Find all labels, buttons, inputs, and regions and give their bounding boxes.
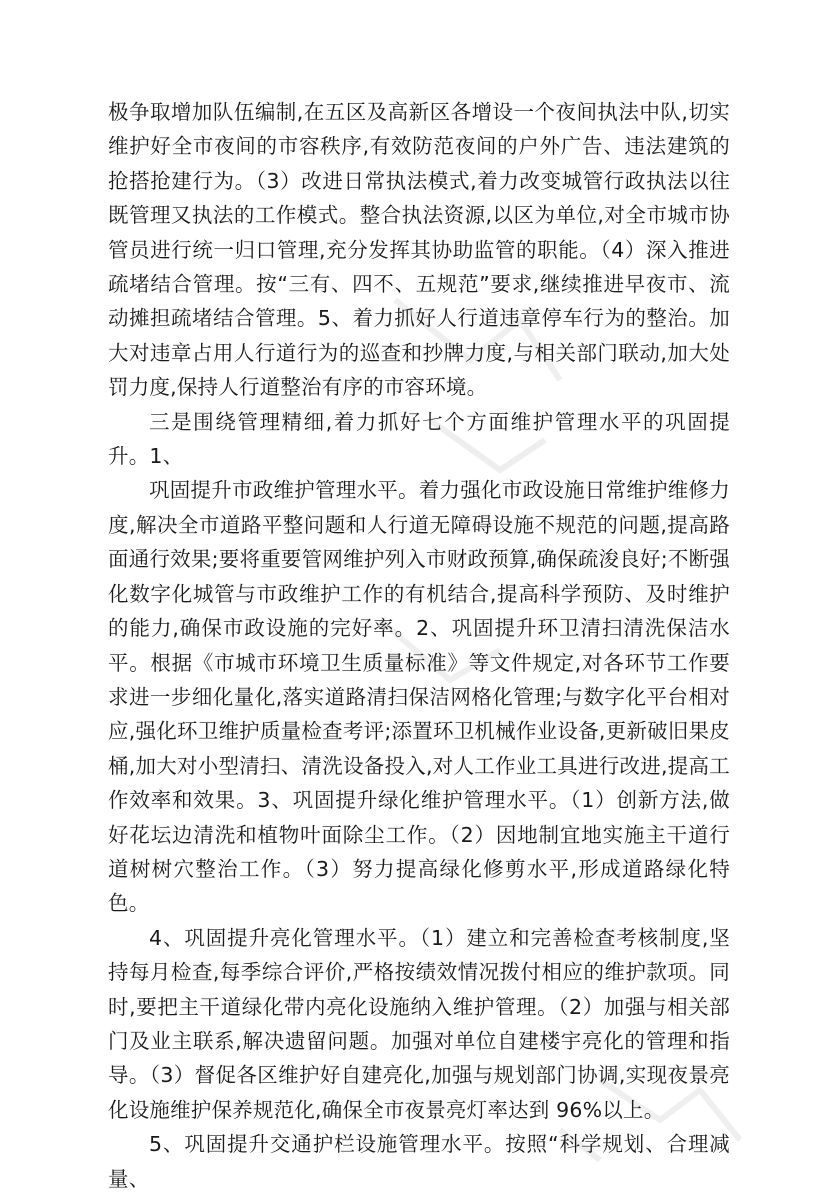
paragraph-section-three: 三是围绕管理精细,着力抓好七个方面维护管理水平的巩固提升。1、 [108, 409, 730, 469]
paragraph-municipal-maintenance: 巩固提升市政维护管理水平。着力强化市政设施日常维护维修力度,解决全市道路平整问题和人行道无障碍设施不规范的问题,提高路面通行效果;要将重要管网维护列入市财政预算,确保疏浚良好;不断强化数字化城管与市政维护工作的有机结合,提高科学预防、及时维护的能力,确保市政设施的完好率。2、巩固提升环卫清扫清洗保洁水平。根据《市城市环境卫生质量标准》等文件规定,对各环节工作要求进一步细化量化,落实道路清扫保洁网格化管理;与数字化平台相对应,强化环卫维护质量检查考评;添置环卫机械作业设备,更新破旧果皮桶,加大对小型清扫、清洗设备投入,对人工作业工具进行改进,提高工作效率和效果。3、巩固提升绿化维护管理水平。（1）创新方法,做好花坛边清洗和植物叶面除尘工作。（2）因地制宜地实施主干道行道树树穴整治工作。（3）努力提高绿化修剪水平,形成道路绿化特色。 [108, 478, 730, 916]
document-body [108, 95, 730, 1196]
paragraph-traffic-guardrail: 5、巩固提升交通护栏设施管理水平。按照“科学规划、合理减量、 [108, 1132, 730, 1191]
paragraph-continuation: 极争取增加队伍编制,在五区及高新区各增设一个夜间执法中队,切实维护好全市夜间的市容秩序,有效防范夜间的户外广告、违法建筑的抢搭抢建行为。（3）改进日常执法模式,着力改变城管行政执法以往既管理又执法的工作模式。整合执法资源,以区为单位,对全市城市协管员进行统一归口管理,充分发挥其协助监管的职能。（4）深入推进疏堵结合管理。按“三有、四不、五规范”要求,继续推进早夜市、流动摊担疏堵结合管理。5、着力抓好人行道违章停车行为的整治。加大对违章占用人行道行为的巡查和抄牌力度,与相关部门联动,加大处罚力度,保持人行道整治有序的市容环境。 [108, 100, 730, 400]
paragraph-lighting-management: 4、巩固提升亮化管理水平。（1）建立和完善检查考核制度,坚持每月检查,每季综合评价,严格按绩效情况拨付相应的维护款项。同时,要把主干道绿化带内亮化设施纳入维护管理。（2）加强与相关部门及业主联系,解决遗留问题。加强对单位自建楼宇亮化的管理和指导。（3）督促各区维护好自建亮化,加强与规划部门协调,实现夜景亮化设施维护保养规范化,确保全市夜景亮灯率达到 96%以上。 [108, 925, 730, 1122]
